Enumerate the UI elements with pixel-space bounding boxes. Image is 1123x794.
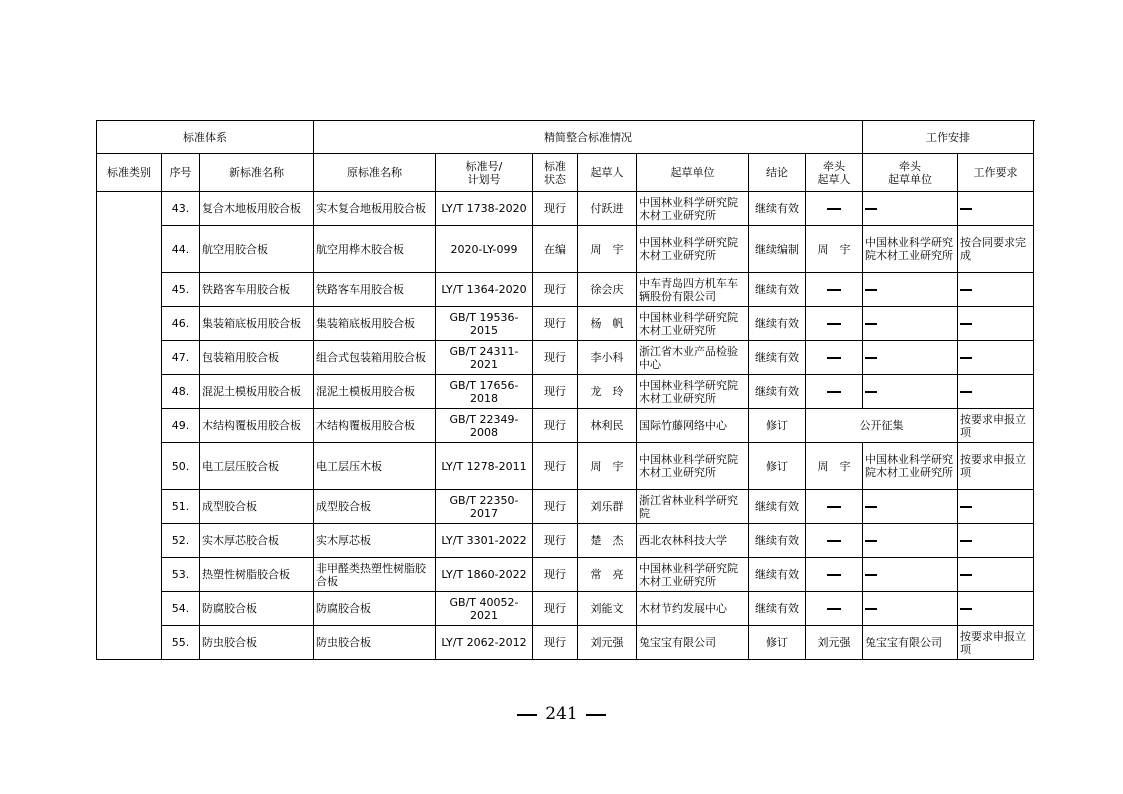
seq-cell: 50.: [162, 443, 200, 490]
lead-drafter-cell: [806, 490, 863, 524]
std-no-cell: GB/T 22349-2008: [436, 409, 533, 443]
dash-mark: [865, 391, 877, 393]
col-header-status: [533, 154, 578, 192]
open-call-cell: 公开征集: [806, 409, 958, 443]
dash-mark: [827, 540, 841, 542]
col-header-std-no-line1: 标准号/: [465, 159, 503, 173]
orig-name-cell: 成型胶合板: [314, 490, 436, 524]
std-no-cell: GB/T 40052-2021: [436, 592, 533, 626]
status-cell: 现行: [533, 192, 578, 226]
lead-unit-cell: [863, 524, 958, 558]
table-row: [97, 409, 1034, 443]
orig-name-cell: 混泥土模板用胶合板: [314, 375, 436, 409]
col-header-lead-drafter-line1: 牵头: [823, 159, 846, 173]
work-req-cell: [958, 592, 1034, 626]
drafter-cell: 周 宇: [578, 226, 637, 273]
standards-table: [96, 120, 1034, 660]
table-row: [97, 490, 1034, 524]
new-name-cell: 木结构覆板用胶合板: [200, 409, 314, 443]
work-req-cell: 按合同要求完成: [958, 226, 1034, 273]
std-no-cell: GB/T 24311-2021: [436, 341, 533, 375]
orig-name-cell: 实木复合地板用胶合板: [314, 192, 436, 226]
seq-cell: 55.: [162, 626, 200, 660]
lead-drafter-cell: [806, 341, 863, 375]
orig-name-cell: 非甲醛类热塑性树脂胶合板: [314, 558, 436, 592]
drafter-cell: 杨 帆: [578, 307, 637, 341]
lead-unit-cell: [863, 192, 958, 226]
std-no-cell: GB/T 17656-2018: [436, 375, 533, 409]
orig-name-cell: 组合式包装箱用胶合板: [314, 341, 436, 375]
status-cell: 现行: [533, 592, 578, 626]
orig-name-cell: 防腐胶合板: [314, 592, 436, 626]
category-cell: [97, 192, 162, 660]
table-row: [97, 626, 1034, 660]
col-header-lead-unit: [863, 154, 958, 192]
conclusion-cell: 修订: [749, 443, 806, 490]
drafting-unit-cell: 兔宝宝有限公司: [637, 626, 749, 660]
dash-mark: [960, 289, 972, 291]
conclusion-cell: 修订: [749, 626, 806, 660]
dash-mark: [960, 608, 972, 610]
drafter-cell: 刘乐群: [578, 490, 637, 524]
page-number-right-dash: [586, 714, 606, 716]
table-row: [97, 226, 1034, 273]
new-name-cell: 电工层压胶合板: [200, 443, 314, 490]
new-name-cell: 防虫胶合板: [200, 626, 314, 660]
drafting-unit-cell: 西北农林科技大学: [637, 524, 749, 558]
conclusion-cell: 继续有效: [749, 192, 806, 226]
lead-drafter-cell: [806, 307, 863, 341]
seq-cell: 44.: [162, 226, 200, 273]
work-req-cell: [958, 375, 1034, 409]
work-req-cell: 按要求申报立项: [958, 443, 1034, 490]
new-name-cell: 航空用胶合板: [200, 226, 314, 273]
lead-unit-cell: [863, 375, 958, 409]
drafter-cell: 周 宇: [578, 443, 637, 490]
conclusion-cell: 继续有效: [749, 341, 806, 375]
std-no-cell: LY/T 1278-2011: [436, 443, 533, 490]
dash-mark: [960, 357, 972, 359]
dash-mark: [865, 323, 877, 325]
work-req-cell: [958, 341, 1034, 375]
conclusion-cell: 继续有效: [749, 558, 806, 592]
lead-drafter-cell: 周 宇: [806, 443, 863, 490]
dash-mark: [827, 574, 841, 576]
table-row: [97, 375, 1034, 409]
orig-name-cell: 电工层压木板: [314, 443, 436, 490]
orig-name-cell: 集装箱底板用胶合板: [314, 307, 436, 341]
drafting-unit-cell: 中国林业科学研究院木材工业研究所: [637, 375, 749, 409]
drafting-unit-cell: 中国林业科学研究院木材工业研究所: [637, 443, 749, 490]
dash-mark: [865, 574, 877, 576]
dash-mark: [827, 506, 841, 508]
lead-drafter-cell: 周 宇: [806, 226, 863, 273]
group-header-consolidation: 精简整合标准情况: [314, 121, 863, 154]
dash-mark: [865, 208, 877, 210]
table-row: [97, 443, 1034, 490]
conclusion-cell: 继续有效: [749, 307, 806, 341]
work-req-cell: [958, 307, 1034, 341]
drafting-unit-cell: 浙江省林业科学研究院: [637, 490, 749, 524]
lead-drafter-cell: [806, 192, 863, 226]
work-req-cell: [958, 490, 1034, 524]
std-no-cell: LY/T 3301-2022: [436, 524, 533, 558]
new-name-cell: 混泥土模板用胶合板: [200, 375, 314, 409]
dash-mark: [865, 540, 877, 542]
lead-drafter-cell: [806, 375, 863, 409]
std-no-cell: GB/T 19536-2015: [436, 307, 533, 341]
lead-drafter-cell: [806, 592, 863, 626]
new-name-cell: 防腐胶合板: [200, 592, 314, 626]
std-no-cell: LY/T 1364-2020: [436, 273, 533, 307]
col-header-work-req: 工作要求: [958, 154, 1034, 192]
work-req-cell: [958, 192, 1034, 226]
status-cell: 现行: [533, 443, 578, 490]
lead-unit-cell: [863, 307, 958, 341]
conclusion-cell: 继续有效: [749, 592, 806, 626]
seq-cell: 53.: [162, 558, 200, 592]
work-req-cell: 按要求申报立项: [958, 626, 1034, 660]
lead-unit-cell: [863, 341, 958, 375]
lead-drafter-cell: [806, 273, 863, 307]
col-header-seq: 序号: [162, 154, 200, 192]
col-header-category: 标准类别: [97, 154, 162, 192]
lead-unit-cell: [863, 592, 958, 626]
col-header-std-no: [436, 154, 533, 192]
dash-mark: [960, 208, 972, 210]
status-cell: 在编: [533, 226, 578, 273]
std-no-cell: GB/T 22350-2017: [436, 490, 533, 524]
dash-mark: [865, 506, 877, 508]
col-header-drafting-unit: 起草单位: [637, 154, 749, 192]
table-row: [97, 558, 1034, 592]
lead-unit-cell: [863, 490, 958, 524]
col-header-status-line1: 标准: [544, 159, 567, 173]
drafting-unit-cell: 浙江省木业产品检验中心: [637, 341, 749, 375]
col-header-lead-drafter: [806, 154, 863, 192]
seq-cell: 45.: [162, 273, 200, 307]
conclusion-cell: 继续有效: [749, 524, 806, 558]
conclusion-cell: 修订: [749, 409, 806, 443]
conclusion-cell: 继续有效: [749, 273, 806, 307]
drafter-cell: 徐会庆: [578, 273, 637, 307]
orig-name-cell: 铁路客车用胶合板: [314, 273, 436, 307]
table-row: [97, 592, 1034, 626]
dash-mark: [827, 289, 841, 291]
col-header-lead-unit-line2: 起草单位: [888, 172, 933, 186]
dash-mark: [827, 357, 841, 359]
std-no-cell: 2020-LY-099: [436, 226, 533, 273]
new-name-cell: 实木厚芯胶合板: [200, 524, 314, 558]
drafter-cell: 林利民: [578, 409, 637, 443]
drafting-unit-cell: 木材节约发展中心: [637, 592, 749, 626]
conclusion-cell: 继续有效: [749, 375, 806, 409]
column-header-row: [97, 154, 1034, 192]
orig-name-cell: 航空用桦木胶合板: [314, 226, 436, 273]
seq-cell: 52.: [162, 524, 200, 558]
std-no-cell: LY/T 2062-2012: [436, 626, 533, 660]
drafter-cell: 付跃进: [578, 192, 637, 226]
new-name-cell: 集装箱底板用胶合板: [200, 307, 314, 341]
col-header-lead-unit-line1: 牵头: [899, 159, 922, 173]
lead-drafter-cell: [806, 558, 863, 592]
seq-cell: 48.: [162, 375, 200, 409]
dash-mark: [827, 391, 841, 393]
status-cell: 现行: [533, 558, 578, 592]
col-header-status-line2: 状态: [544, 172, 567, 186]
group-header-work-arrangement: 工作安排: [863, 121, 1034, 154]
seq-cell: 47.: [162, 341, 200, 375]
dash-mark: [960, 540, 972, 542]
table-body: [97, 121, 1034, 660]
dash-mark: [827, 323, 841, 325]
new-name-cell: 铁路客车用胶合板: [200, 273, 314, 307]
lead-unit-cell: [863, 558, 958, 592]
drafting-unit-cell: 国际竹藤网络中心: [637, 409, 749, 443]
work-req-cell: [958, 524, 1034, 558]
drafter-cell: 刘能文: [578, 592, 637, 626]
work-req-cell: [958, 273, 1034, 307]
col-header-new-name: 新标准名称: [200, 154, 314, 192]
table-row: [97, 341, 1034, 375]
new-name-cell: 包装箱用胶合板: [200, 341, 314, 375]
conclusion-cell: 继续编制: [749, 226, 806, 273]
lead-drafter-cell: 刘元强: [806, 626, 863, 660]
table-row: [97, 524, 1034, 558]
seq-cell: 43.: [162, 192, 200, 226]
drafting-unit-cell: 中国林业科学研究院木材工业研究所: [637, 558, 749, 592]
lead-drafter-cell: [806, 524, 863, 558]
table-row: [97, 307, 1034, 341]
lead-unit-cell: [863, 273, 958, 307]
status-cell: 现行: [533, 524, 578, 558]
group-header-row: [97, 121, 1034, 154]
dash-mark: [827, 608, 841, 610]
col-header-lead-drafter-line2: 起草人: [817, 172, 851, 186]
seq-cell: 54.: [162, 592, 200, 626]
drafting-unit-cell: 中国林业科学研究院木材工业研究所: [637, 307, 749, 341]
lead-unit-cell: 中国林业科学研究院木材工业研究所: [863, 443, 958, 490]
drafting-unit-cell: 中车青岛四方机车车辆股份有限公司: [637, 273, 749, 307]
status-cell: 现行: [533, 626, 578, 660]
orig-name-cell: 实木厚芯板: [314, 524, 436, 558]
conclusion-cell: 继续有效: [749, 490, 806, 524]
seq-cell: 51.: [162, 490, 200, 524]
page-number-left-dash: [517, 714, 537, 716]
lead-unit-cell: 兔宝宝有限公司: [863, 626, 958, 660]
dash-mark: [960, 574, 972, 576]
status-cell: 现行: [533, 409, 578, 443]
drafter-cell: 常 亮: [578, 558, 637, 592]
drafting-unit-cell: 中国林业科学研究院木材工业研究所: [637, 192, 749, 226]
orig-name-cell: 木结构覆板用胶合板: [314, 409, 436, 443]
dash-mark: [865, 289, 877, 291]
col-header-conclusion: 结论: [749, 154, 806, 192]
group-header-standard-system: 标准体系: [97, 121, 314, 154]
status-cell: 现行: [533, 341, 578, 375]
orig-name-cell: 防虫胶合板: [314, 626, 436, 660]
page-number-value: 241: [545, 704, 578, 724]
page-number: [0, 704, 1123, 724]
lead-unit-cell: 中国林业科学研究院木材工业研究所: [863, 226, 958, 273]
new-name-cell: 成型胶合板: [200, 490, 314, 524]
std-no-cell: LY/T 1738-2020: [436, 192, 533, 226]
drafter-cell: 楚 杰: [578, 524, 637, 558]
seq-cell: 49.: [162, 409, 200, 443]
table-row: [97, 192, 1034, 226]
table-row: [97, 273, 1034, 307]
status-cell: 现行: [533, 307, 578, 341]
drafter-cell: 李小科: [578, 341, 637, 375]
status-cell: 现行: [533, 490, 578, 524]
seq-cell: 46.: [162, 307, 200, 341]
new-name-cell: 复合木地板用胶合板: [200, 192, 314, 226]
dash-mark: [960, 323, 972, 325]
drafter-cell: 刘元强: [578, 626, 637, 660]
dash-mark: [960, 391, 972, 393]
work-req-cell: [958, 558, 1034, 592]
dash-mark: [960, 506, 972, 508]
work-req-cell: 按要求申报立项: [958, 409, 1034, 443]
col-header-orig-name: 原标准名称: [314, 154, 436, 192]
status-cell: 现行: [533, 375, 578, 409]
col-header-std-no-line2: 计划号: [467, 172, 501, 186]
status-cell: 现行: [533, 273, 578, 307]
col-header-drafter: 起草人: [578, 154, 637, 192]
dash-mark: [865, 608, 877, 610]
std-no-cell: LY/T 1860-2022: [436, 558, 533, 592]
new-name-cell: 热塑性树脂胶合板: [200, 558, 314, 592]
drafter-cell: 龙 玲: [578, 375, 637, 409]
dash-mark: [827, 208, 841, 210]
drafting-unit-cell: 中国林业科学研究院木材工业研究所: [637, 226, 749, 273]
dash-mark: [865, 357, 877, 359]
